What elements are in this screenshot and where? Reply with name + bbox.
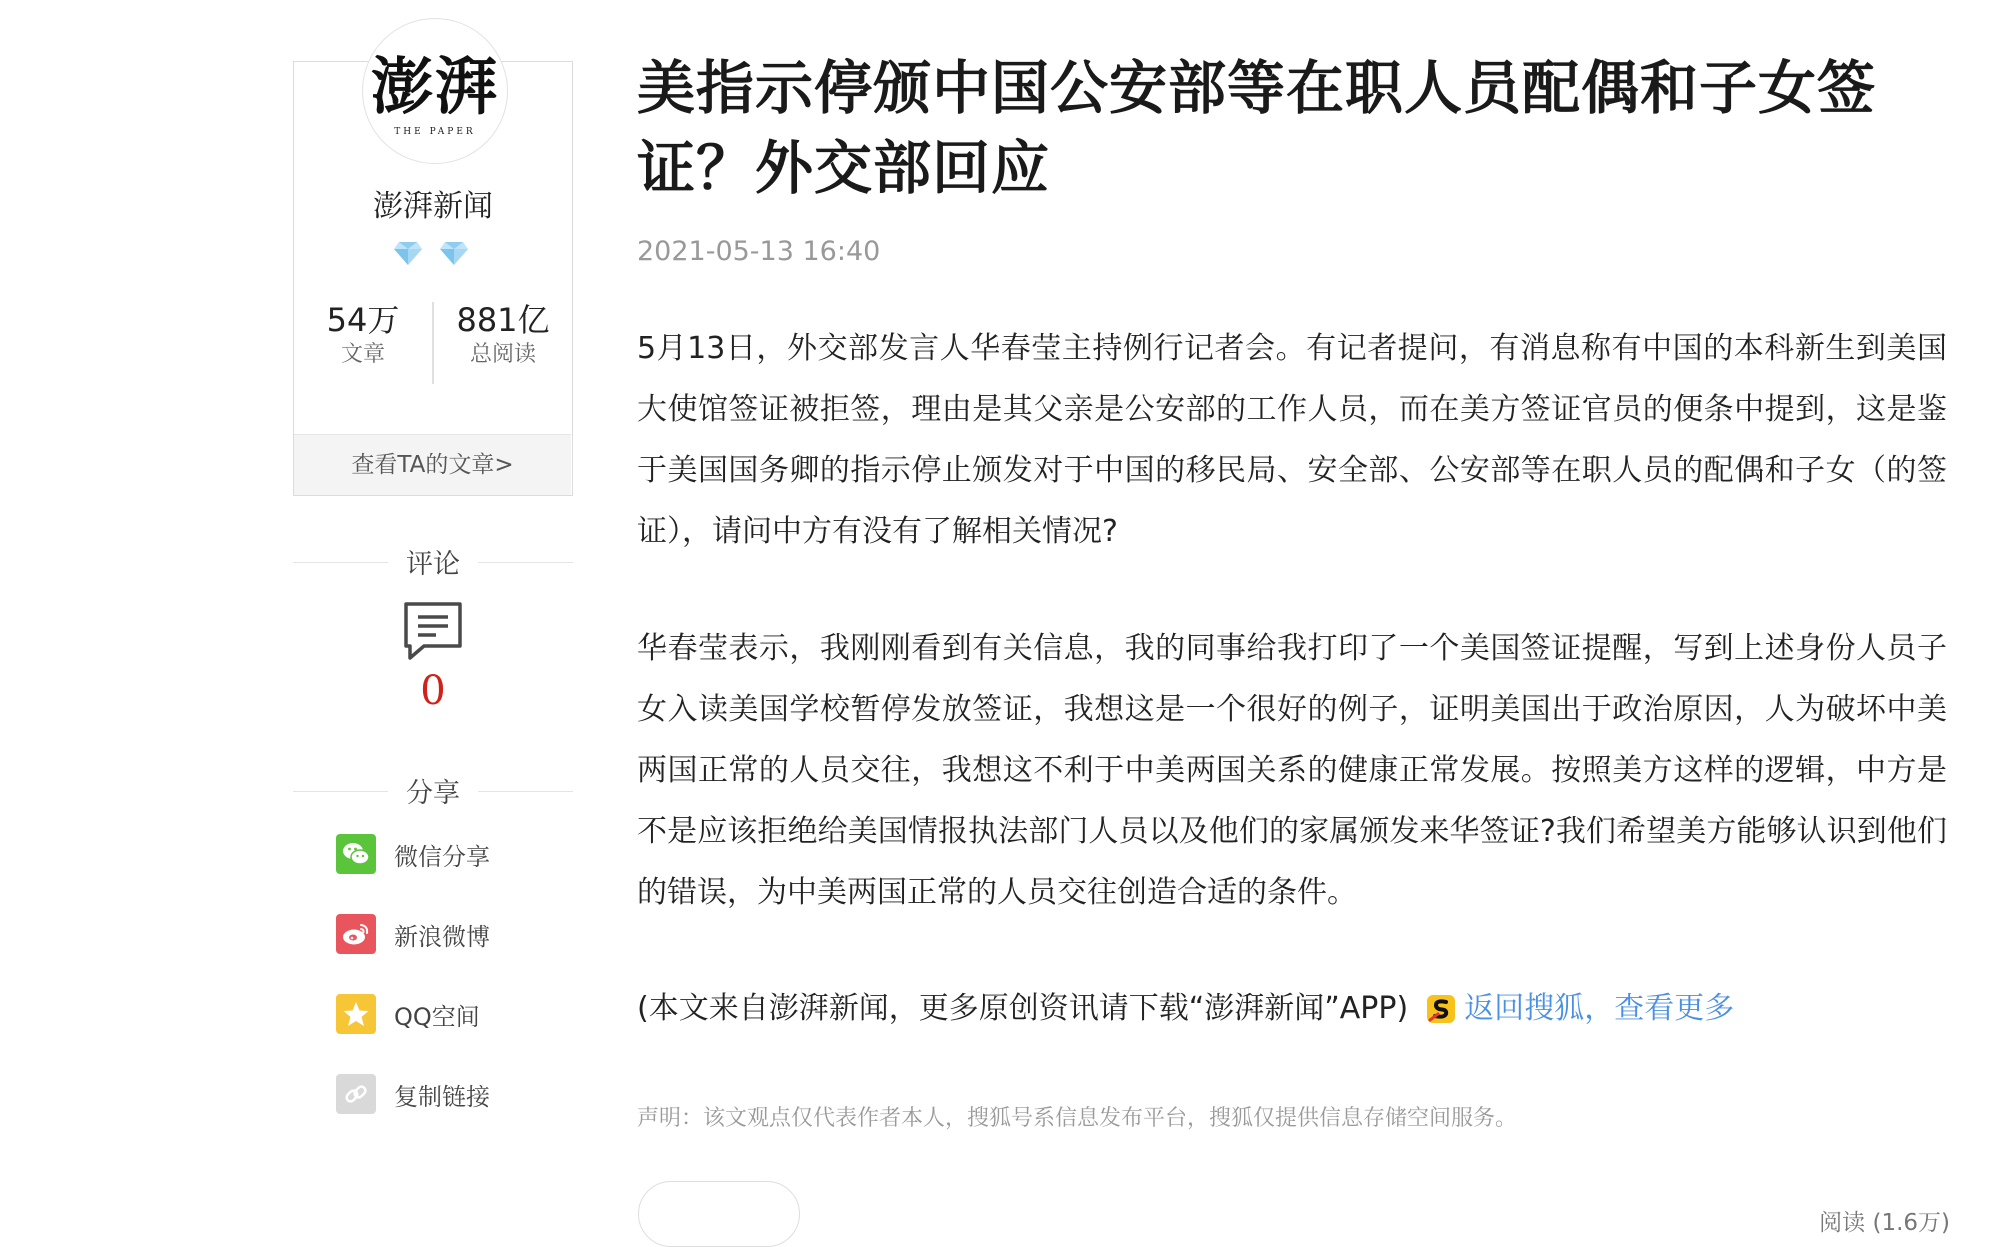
qzone-icon (336, 994, 376, 1034)
weibo-icon (336, 914, 376, 954)
comment-icon[interactable] (402, 600, 464, 662)
article-source-line (637, 986, 1734, 1032)
share-section-title (293, 771, 573, 810)
comments-title: 评论 (406, 549, 460, 580)
stat-reads-value: 881亿 (456, 301, 550, 339)
article-source-text: (本文来自澎湃新闻，更多原创资讯请下载“澎湃新闻”APP) (637, 991, 1409, 1026)
share-weibo-label: 新浪微博 (394, 922, 490, 951)
diamond-badge-icon (393, 240, 423, 266)
article-disclaimer: 声明：该文观点仅代表作者本人，搜狐号系信息发布平台，搜狐仅提供信息存储空间服务。 (637, 1106, 1518, 1131)
share-wechat-label: 微信分享 (394, 842, 490, 871)
share-weibo-button[interactable] (336, 912, 490, 956)
article-paragraph: 5月13日，外交部发言人华春莹主持例行记者会。有记者提问，有消息称有中国的本科新生到美国大使馆签证被拒签，理由是其父亲是公安部的工作人员，而在美方签证官员的便条中提到，这是鉴于美国国务卿的指示停止颁发对于中国的移民局、安全部、公安部等在职人员的配偶和子女（的签证），请问中方有没有了解相关情况? (637, 331, 1947, 549)
author-name[interactable]: 澎湃新闻 (373, 189, 493, 224)
article-paragraph: 华春莹表示，我刚刚看到有关信息，我的同事给我打印了一个美国签证提醒，写到上述身份人员子女入读美国学校暂停发放签证，我想这是一个很好的例子，证明美国出于政治原因，人为破坏中美两国正常的人员交往，我想这不利于中美两国关系的健康正常发展。按照美方这样的逻辑，中方是不是应该拒绝给美国情报执法部门人员以及他们的家属颁发来华签证?我们希望美方能够认识到他们的错误，为中美两国正常的人员交往创造合适的条件。 (637, 631, 1947, 910)
stat-reads-label: 总阅读 (469, 342, 536, 367)
author-badges (393, 240, 469, 266)
like-button[interactable] (638, 1181, 800, 1247)
wechat-icon (336, 834, 376, 874)
stat-articles-label: 文章 (340, 342, 385, 367)
link-icon (336, 1074, 376, 1114)
copy-link-button[interactable] (336, 1072, 490, 1116)
copy-link-label: 复制链接 (394, 1082, 490, 1111)
article-timestamp: 2021-05-13 16:40 (637, 236, 881, 267)
share-qzone-label: QQ空间 (394, 1002, 480, 1031)
sohu-logo-icon (1426, 994, 1456, 1024)
author-stats (293, 300, 573, 390)
avatar-logo-subtext: THE PAPER (394, 127, 476, 137)
comments-section-title (293, 542, 573, 581)
read-count: 阅读 (1.6万) (1819, 1210, 1950, 1236)
divider-line (293, 562, 388, 564)
article-title: 美指示停颁中国公安部等在职人员配偶和子女签证？外交部回应 (637, 54, 1877, 202)
divider-line (478, 791, 573, 793)
back-to-sohu-link[interactable]: 返回搜狐，查看更多 (1464, 991, 1735, 1026)
stat-articles-value: 54万 (326, 301, 400, 339)
author-avatar[interactable] (362, 18, 508, 164)
divider-line (478, 562, 573, 564)
share-qzone-button[interactable] (336, 992, 480, 1036)
stat-articles (293, 300, 433, 370)
avatar-logo-text: 澎湃 (370, 50, 499, 123)
divider-line (293, 791, 388, 793)
diamond-badge-icon (439, 240, 469, 266)
view-author-articles-link[interactable]: 查看TA的文章> (294, 434, 571, 495)
share-title: 分享 (406, 778, 460, 809)
comment-count: 0 (420, 668, 446, 714)
share-wechat-button[interactable] (336, 832, 490, 876)
stat-reads (433, 300, 573, 370)
